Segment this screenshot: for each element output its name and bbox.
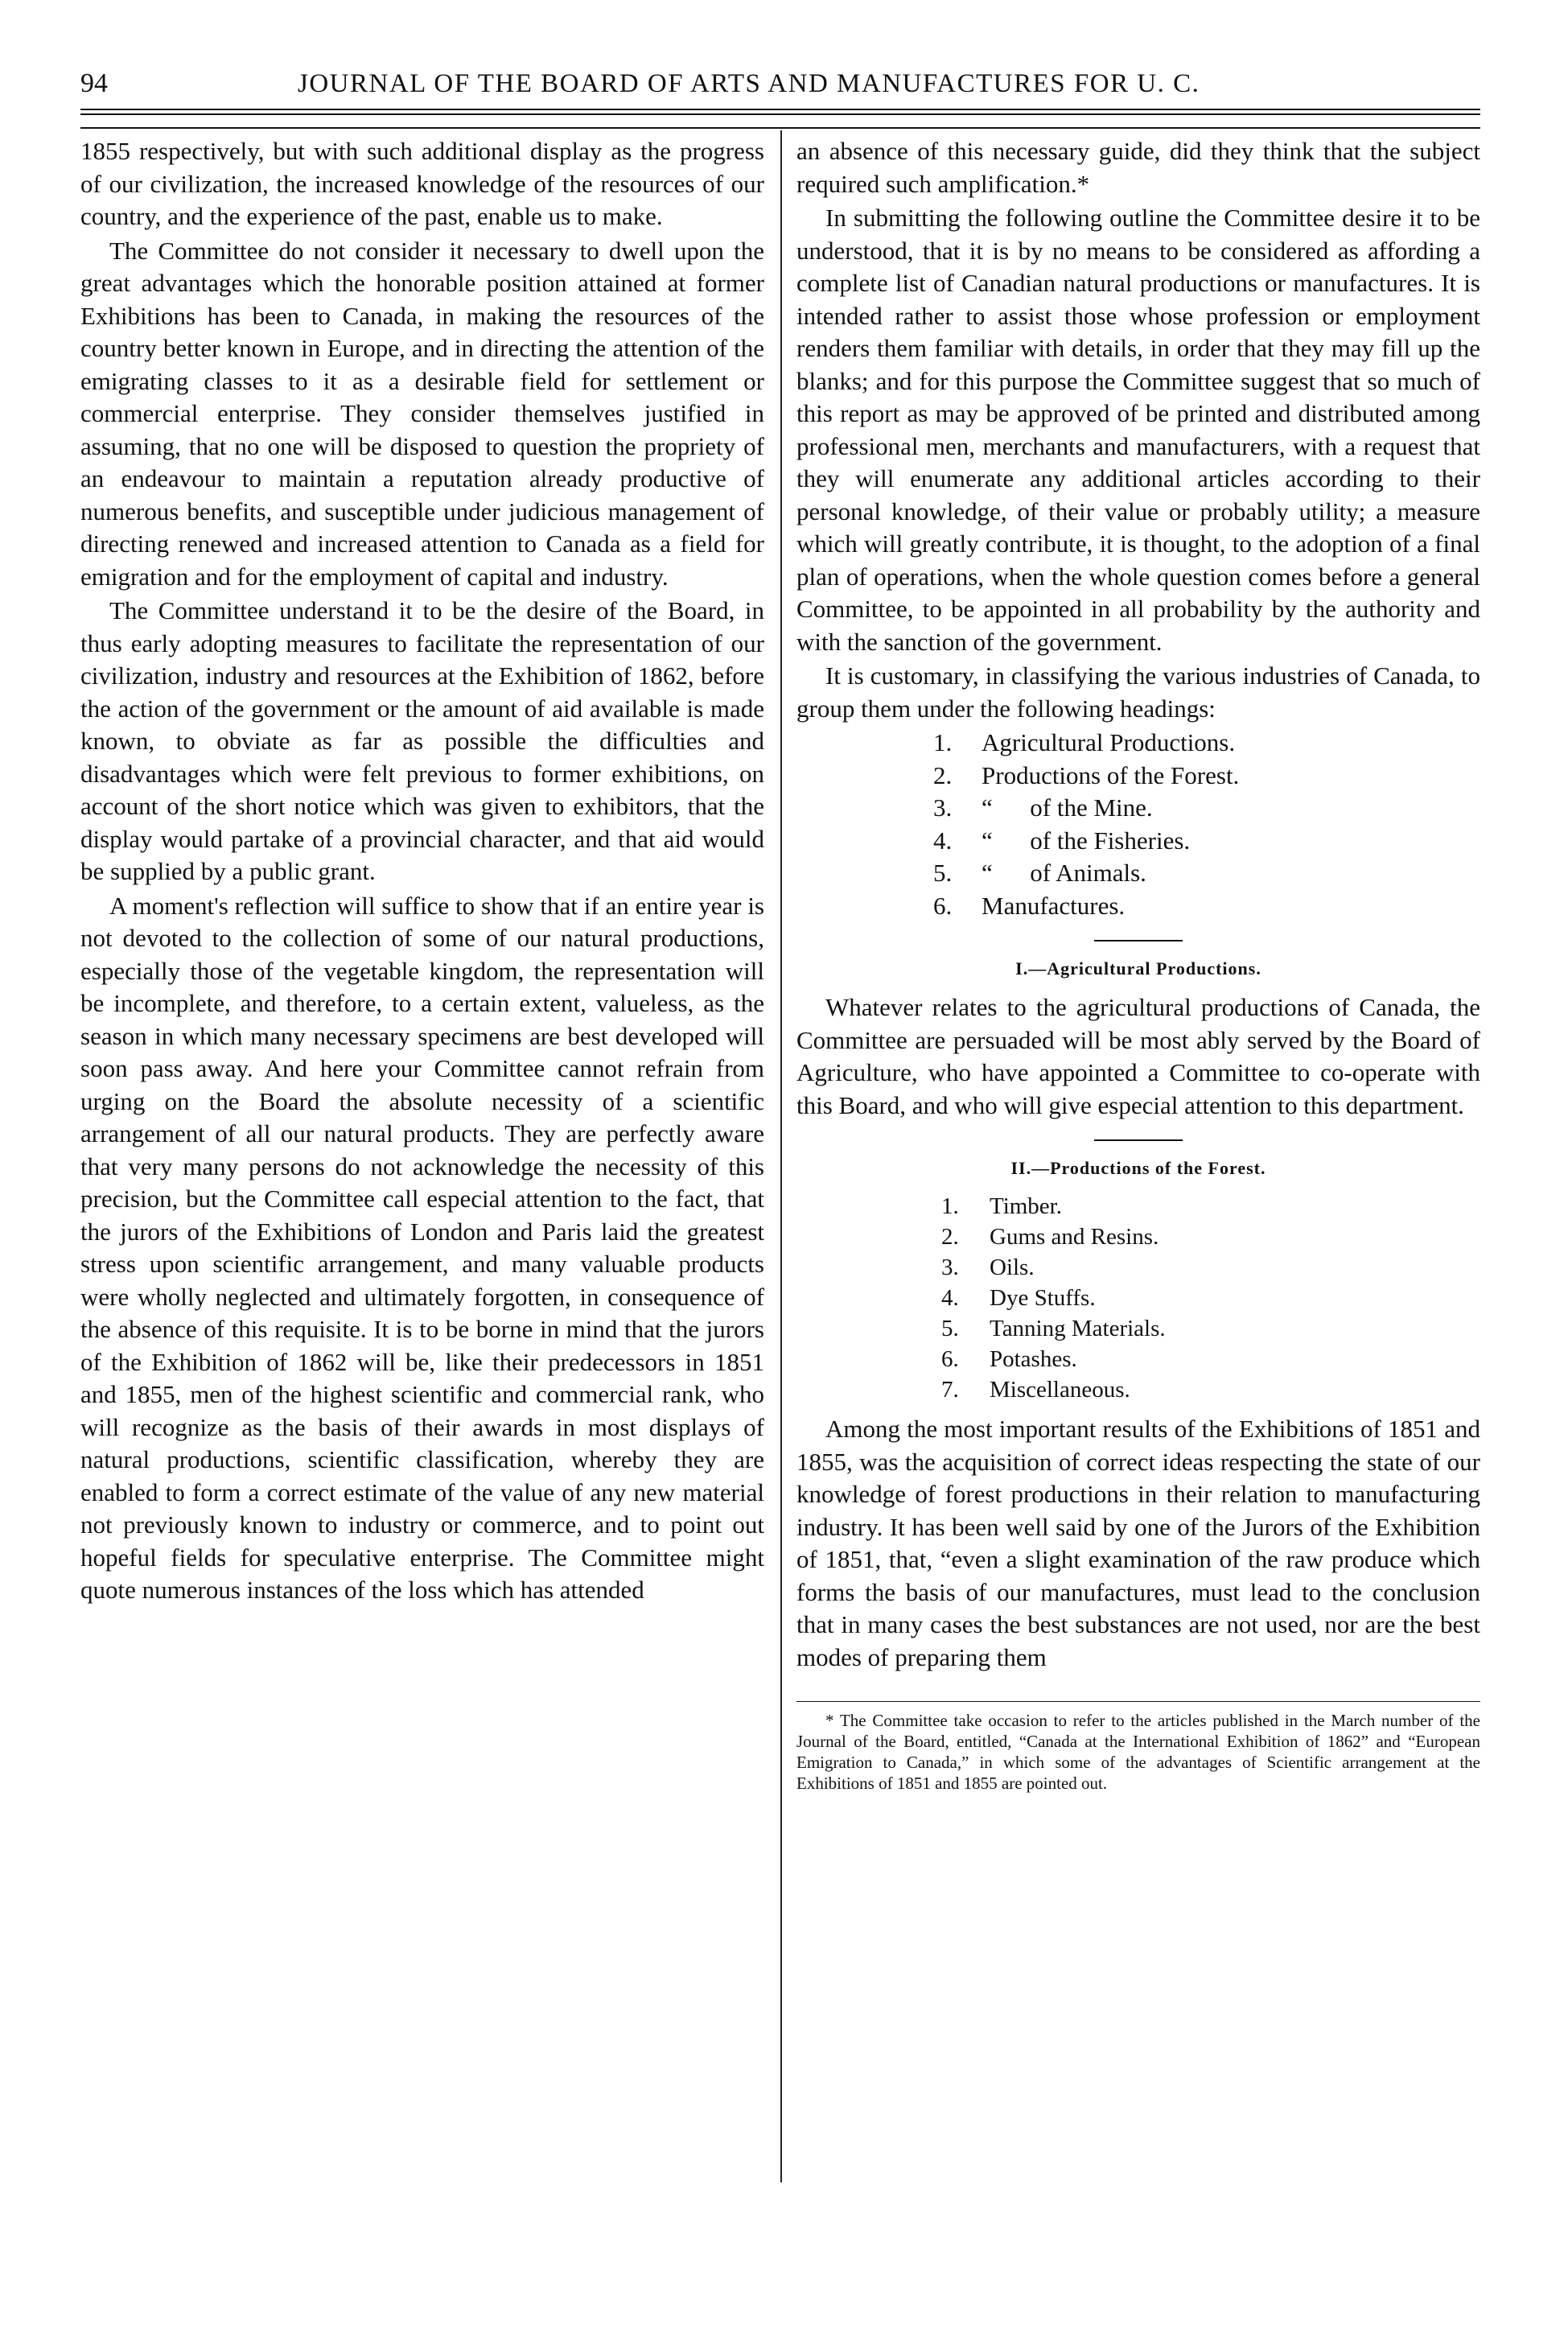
journal-title: JOURNAL OF THE BOARD OF ARTS AND MANUFACTURES FOR U. C. [298, 69, 1200, 98]
list-item: 7. Miscellaneous. [941, 1377, 1130, 1403]
right-column [796, 135, 1480, 1795]
running-head [80, 68, 1480, 108]
section-rule [1094, 940, 1183, 941]
paragraph: Whatever relates to the agricultural productions of Canada, the Committee are persuaded will be most ably served by the Board of Agriculture, who have appointed a Committee to co-operate with this Board, and who will give especial attention to this department. [796, 993, 1480, 1119]
list-item: 4. “ of the Fisheries. [933, 826, 1191, 855]
list-item: 1. Timber. [941, 1193, 1062, 1219]
page-number: 94 [80, 68, 108, 98]
left-column [80, 135, 764, 1609]
header-rule [80, 109, 1480, 110]
paragraph: In submitting the following outline the Committee desire it to be understood, that it is by no means to be considered as affording a complete list of Canadian natural productions or manufactures. It is intended rather to assist those whose profession or employment renders them familiar with details, in order that they may fill up the blanks; and for this purpose the Committee suggest that so much of this report as may be approved of be printed and distributed among professional men, merchants and manufacturers, with a request that they will enumerate any additional articles according to their personal knowledge, of their value or probably utility; a measure which will greatly contribute, it is thought, to the adoption of a final plan of operations, when the whole question comes before a general Committee, to be appointed in all probability by the authority and with the sanction of the government. [796, 204, 1480, 656]
list-item: 5. Tanning Materials. [941, 1316, 1166, 1341]
paragraph: The Committee do not consider it necessary to dwell upon the great advantages which the honorable position attained at former Exhibitions has been to Canada, in making the resources of the country better known in Europe, and in directing the attention of the emigrating classes to it as a desirable field for settlement or commercial enterprise. They consider themselves justified in assuming, that no one will be disposed to question the propriety of an endeavour to maintain a reputation already productive of numerous benefits, and susceptible under judicious management of directing renewed and increased attention to Canada as a field for emigration and for the employment of capital and industry. [80, 236, 764, 591]
list-item: 3. “ of the Mine. [933, 793, 1153, 822]
list-item: 6. Manufactures. [933, 891, 1126, 920]
paragraph: It is customary, in classifying the various industries of Canada, to group them under the following headings: [796, 661, 1480, 723]
list-item: 1. Agricultural Productions. [933, 728, 1236, 756]
paragraph: The Committee understand it to be the desire of the Board, in thus early adopting measures to facilitate the representation of our civilization, industry and resources at the Exhibition of 1862, before the action of the government or the amount of aid available is made known, to obviate as far as possible the difficulties and disadvantages which were felt previous to former exhibitions, on account of the short notice which was given to exhibitors, that the display would partake of a provincial character, and that aid would be supplied by a public grant. [80, 596, 764, 885]
paragraph: 1855 respectively, but with such additional display as the progress of our civilization, the increased knowledge of the resources of our country, and the experience of the past, enable us to make. [80, 137, 764, 230]
list-item: 6. Potashes. [941, 1346, 1077, 1372]
footnote-rule [796, 1701, 1480, 1702]
section-heading-agricultural: I.—Agricultural Productions. [1015, 958, 1261, 979]
list-item: 2. Gums and Resins. [941, 1224, 1159, 1250]
paragraph: Among the most important results of the Exhibitions of 1851 and 1855, was the acquisition of correct ideas respecting the state of our knowledge of forest productions in their relation to manufacturing industry. It has been well said by one of the Jurors of the Exhibition of 1851, that, “even a slight examination of the raw produce which forms the basis of our manufactures, must lead to the conclusion that in many cases the best substances are not used, nor are the best modes of preparing them [796, 1415, 1480, 1671]
list-item: 4. Dye Stuffs. [941, 1285, 1096, 1311]
headings-list [933, 727, 1480, 922]
paragraph: A moment's reflection will suffice to show that if an entire year is not devoted to the collection of some of our natural productions, especially those of the vegetable kingdom, the representation will be incomplete, and therefore, to a certain extent, valueless, as the season in which many necessary specimens are best developed will soon pass away. And here your Committee cannot refrain from urging on the Board the absolute necessity of a scientific arrangement of all our natural products. They are perfectly aware that very many persons do not acknowledge the necessity of this precision, but the Committee call especial attention to the fact, that the jurors of the Exhibitions of London and Paris laid the greatest stress upon scientific arrangement, and many valuable products were wholly neglected and ultimately forgotten, in consequence of the absence of this requisite. It is to be borne in mind that the jurors of the Exhibition of 1862 will be, like their predecessors in 1851 and 1855, men of the highest scientific and commercial rank, who will recognize as the basis of their awards in most displays of natural productions, scientific classification, whereby they are enabled to form a correct estimate of the value of any new material not previously known to industry or commerce, and to point out hopeful fields for speculative enterprise. The Committee might quote numerous instances of the loss which has attended [80, 891, 764, 1604]
header-rule-lower [80, 127, 1480, 129]
forest-list [941, 1191, 1480, 1405]
paragraph: an absence of this necessary guide, did they think that the subject required such amplification.* [796, 137, 1480, 198]
list-item: 5. “ of Animals. [933, 859, 1146, 887]
list-item: 2. Productions of the Forest. [933, 760, 1240, 789]
section-heading-forest: II.—Productions of the Forest. [1010, 1158, 1266, 1178]
list-item: 3. Oils. [941, 1255, 1035, 1280]
footnote: * The Committee take occasion to refer to the articles published in the March number of the Journal of the Board, entitled, “Canada at the International Exhibition of 1862” and “European Emigration to Canada,” in which some of the advantages of Scientific arrangement at the Exhibitions of 1851 and 1855 are pointed out. [796, 1711, 1480, 1793]
column-divider [780, 130, 782, 2182]
section-rule [1094, 1139, 1183, 1141]
header-rule-double [80, 113, 1480, 115]
